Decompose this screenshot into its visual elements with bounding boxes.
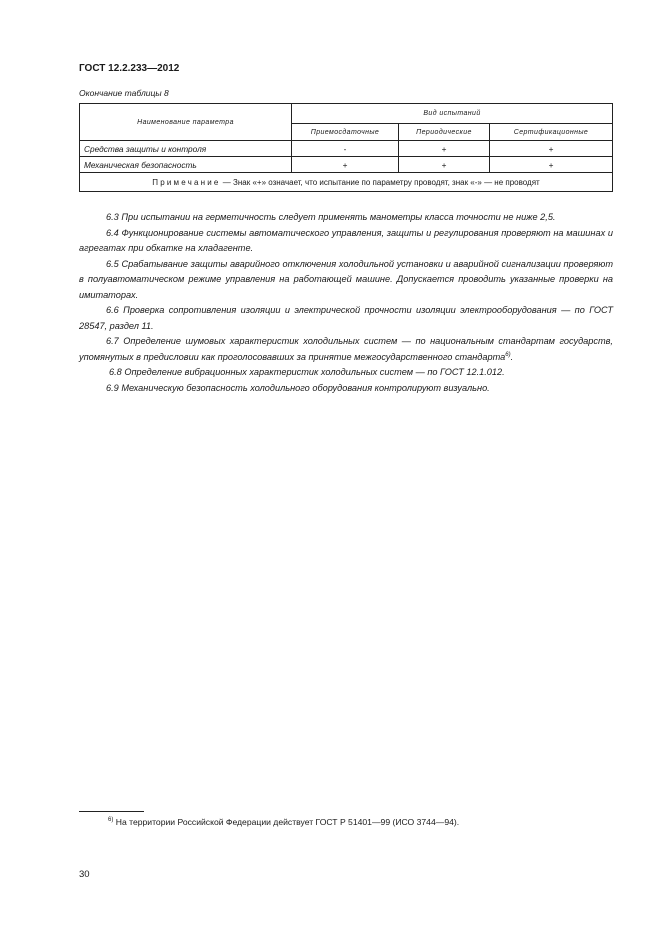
note-text: — Знак «+» означает, что испытание по параметру проводят, знак «-» — не проводят	[220, 177, 540, 187]
table-note	[80, 173, 613, 192]
paragraph-6-7-end: .	[510, 351, 514, 362]
column-header-acceptance: Приемосдаточные	[292, 124, 399, 141]
footnote-text: На территории Российской Федерации действует ГОСТ Р 51401—99 (ИСО 3744—94).	[113, 817, 460, 827]
document-code: ГОСТ 12.2.233—2012	[79, 63, 180, 74]
cell-value: +	[490, 157, 613, 173]
paragraph-6-9: 6.9 Механическую безопасность холодильного оборудования контролируют визуально.	[106, 382, 490, 393]
note-label: Примечание	[152, 177, 221, 187]
body-text	[79, 210, 613, 396]
cell-value: +	[399, 141, 490, 157]
table-caption: Окончание таблицы 8	[79, 88, 169, 98]
table-row	[80, 141, 613, 157]
footnote-ref[interactable]: 6)	[505, 351, 511, 358]
paragraph-6-6: 6.6 Проверка сопротивления изоляции и электрической прочности изоляции электрооборудования — по ГОСТ 28547, раздел 11.	[79, 305, 613, 331]
row-name: Средства защиты и контроля	[80, 141, 292, 157]
test-type-header: Вид испытаний	[292, 104, 613, 124]
cell-value: +	[490, 141, 613, 157]
cell-value: -	[292, 141, 399, 157]
footnote	[108, 817, 459, 827]
column-header-certification: Сертификационные	[490, 124, 613, 141]
cell-value: +	[399, 157, 490, 173]
footnote-marker: 6)	[108, 817, 114, 824]
paragraph-6-3: 6.3 При испытании на герметичность следует применять манометры класса точности не ниже 2,5.	[106, 212, 556, 222]
paragraph-6-7-text: 6.7 Определение шумовых характеристик холодильных систем — по национальным стандартам государств, упомянутых в предисловии как проголосовавших за принятие межгосударственного стандарта	[79, 336, 613, 362]
paragraph-6-8: 6.8 Определение вибрационных характеристик холодильных систем — по ГОСТ 12.1.012.	[109, 367, 505, 377]
paragraph-6-4: 6.4 Функционирование системы автоматического управления, защиты и регулирования проверяют на машинах и агрегатах при обкатке на хладагенте.	[79, 227, 613, 253]
column-header-periodic: Периодические	[399, 124, 490, 141]
cell-value: +	[292, 157, 399, 173]
table-row	[80, 157, 613, 173]
paragraph-6-7	[79, 334, 613, 365]
page-number: 30	[79, 869, 90, 880]
parameters-table	[79, 103, 613, 192]
row-name: Механическая безопасность	[80, 157, 292, 173]
footnote-divider	[79, 811, 144, 812]
param-name-header: Наименование параметра	[80, 104, 292, 141]
paragraph-6-5: 6.5 Срабатывание защиты аварийного отключения холодильной установки и аварийной сигнализации проверяют в полуавтоматическом режиме управления на работающей машине. Допускается проводить указанные проверки на имитаторах.	[79, 258, 613, 300]
